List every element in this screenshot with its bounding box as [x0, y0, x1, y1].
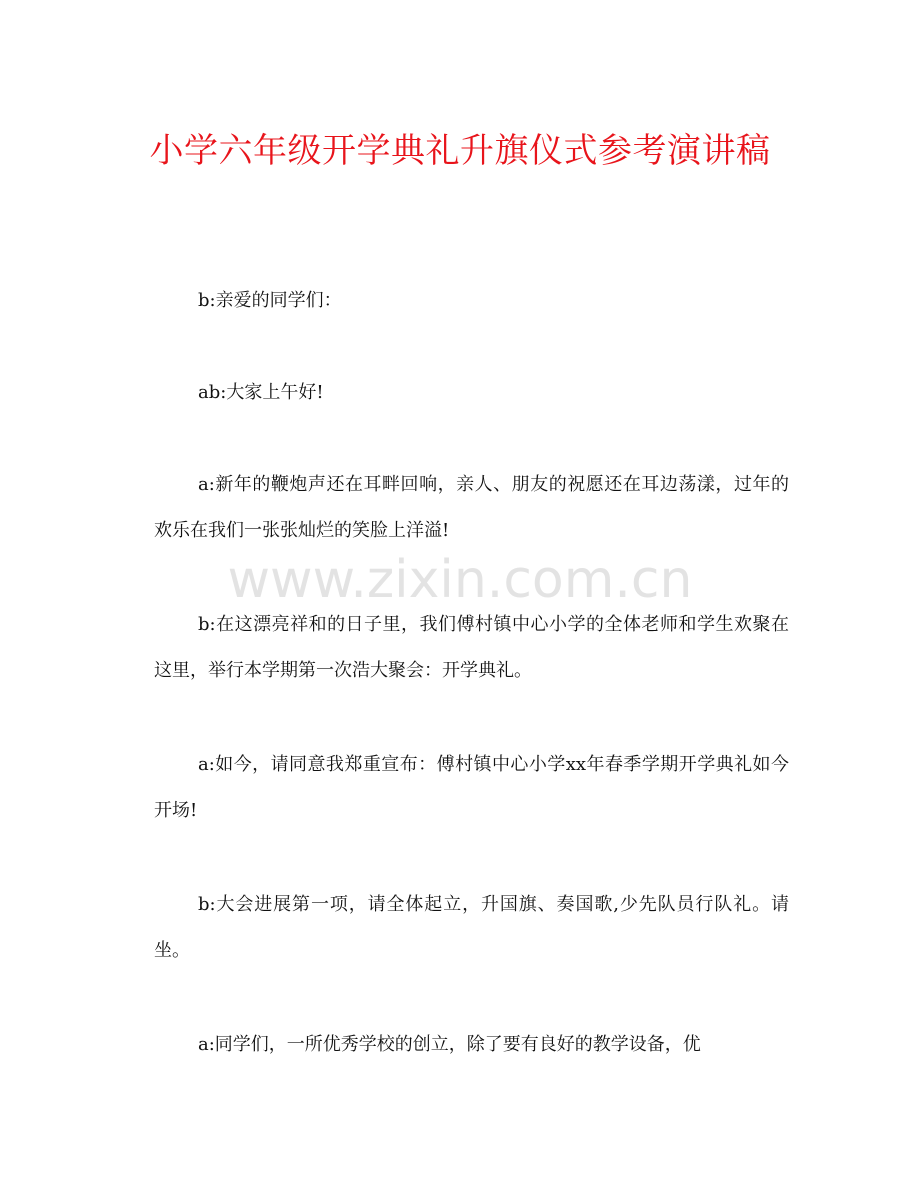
watermark: www.zixin.com.cn: [227, 550, 693, 610]
paragraph-7: a:同学们，一所优秀学校的创立，除了要有良好的教学设备，优: [198, 1034, 701, 1055]
document-title: 小学六年级开学典礼升旗仪式参考演讲稿: [149, 131, 771, 171]
paragraph-1: b:亲爱的同学们：: [198, 290, 342, 311]
paragraph-6: b:大会进展第一项，请全体起立，升国旗、奏国歌,少先队员行队礼。请坐。: [154, 894, 789, 961]
paragraph-2: ab:大家上午好!: [198, 382, 324, 403]
paragraph-3: a:新年的鞭炮声还在耳畔回响，亲人、朋友的祝愿还在耳边荡漾，过年的欢乐在我们一张张灿烂的笑脸上洋溢!: [154, 474, 789, 541]
paragraph-4: b:在这漂亮祥和的日子里，我们傅村镇中心小学的全体老师和学生欢聚在这里，举行本学期第一次浩大聚会：开学典礼。: [154, 614, 789, 681]
paragraph-5: a:如今，请同意我郑重宣布：傅村镇中心小学xx年春季学期开学典礼如今开场!: [154, 754, 789, 821]
